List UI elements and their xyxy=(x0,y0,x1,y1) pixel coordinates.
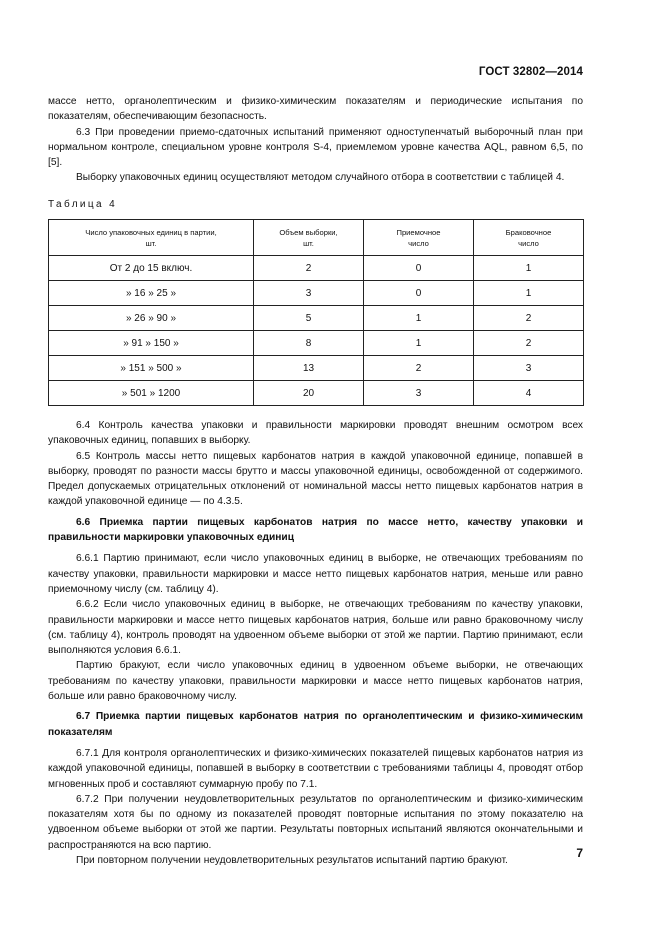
cell-sample-size: 13 xyxy=(254,356,364,381)
cell-sample-size: 20 xyxy=(254,381,364,406)
cell-rejection: 3 xyxy=(474,356,584,381)
cell-acceptance: 1 xyxy=(364,306,474,331)
paragraph-6-5: 6.5 Контроль массы нетто пищевых карбонатов натрия в каждой упаковочной единице, попавшей в выборку, проводят по разности массы брутто и массы упаковочной единицы, освобожденной от содержимого. Предел допускаемых отрицательных отклонений от номинальной массы нетто пищевых карбонатов натрия в каждой упаковочной единице — по 4.3.5. xyxy=(48,450,583,508)
table-row xyxy=(49,331,584,356)
cell-rejection: 2 xyxy=(474,331,584,356)
cell-lot-size: » 501 » 1200 xyxy=(49,381,254,406)
heading-6-6: 6.6 Приемка партии пищевых карбонатов натрия по массе нетто, качеству упаковки и правильности маркировки упаковочных единиц xyxy=(48,516,583,544)
paragraph-6-4: 6.4 Контроль качества упаковки и правильности маркировки проводят внешним осмотром всех упаковочных единиц, попавших в выборку. xyxy=(48,420,583,447)
cell-rejection: 1 xyxy=(474,256,584,281)
cell-sample-size: 2 xyxy=(254,256,364,281)
cell-lot-size: » 26 » 90 » xyxy=(49,306,254,331)
header-rejection-number: Браковочное число xyxy=(474,220,584,256)
paragraph-6-6-2: 6.6.2 Если число упаковочных единиц в выборке, не отвечающих требованиям по качеству упаковки, правильности маркировки и массе нетто пищевых карбонатов натрия, больше или равно браковочному числу (см. таблицу 4), контроль проводят на удвоенном объеме выборки от этой же партии. Партию принимают, если выполняются условия 6.6.1. xyxy=(48,599,583,657)
cell-acceptance: 0 xyxy=(364,256,474,281)
cell-sample-size: 8 xyxy=(254,331,364,356)
cell-sample-size: 5 xyxy=(254,306,364,331)
table-row xyxy=(49,306,584,331)
document-code: ГОСТ 32802—2014 xyxy=(478,66,583,78)
table-row xyxy=(49,281,584,306)
cell-lot-size: » 91 » 150 » xyxy=(49,331,254,356)
paragraph-6-7-1: 6.7.1 Для контроля органолептических и физико-химических показателей пищевых карбонатов натрия из каждой упаковочной единицы, попавшей в выборку в соответствии с требованиями таблицы 4, проводят отбор мгновенных проб и составляют суммарную пробу по 7.1. xyxy=(48,747,583,790)
cell-lot-size: От 2 до 15 включ. xyxy=(49,256,254,281)
body-section xyxy=(48,418,583,868)
cell-lot-size: » 151 » 500 » xyxy=(49,356,254,381)
table-row xyxy=(49,356,584,381)
cell-sample-size: 3 xyxy=(254,281,364,306)
paragraph-continuation: массе нетто, органолептическим и физико-химическим показателям и периодические испытания по показателям, обеспечивающим безопасность. xyxy=(48,96,583,123)
cell-rejection: 4 xyxy=(474,381,584,406)
paragraph-6-7-2: 6.7.2 При получении неудовлетворительных результатов по органолептическим и физико-химическим показателям хотя бы по одному из показателей проводят повторные испытания по этому показателю на удвоенном объеме выборки от этой же партии. Результаты повторных испытаний являются окончательными и распространяются на всю партию. xyxy=(48,793,583,851)
table-header-row xyxy=(49,220,584,256)
header-lot-size: Число упаковочных единиц в партии, шт. xyxy=(49,220,254,256)
paragraph-6-6-1: 6.6.1 Партию принимают, если число упаковочных единиц в выборке, не отвечающих требованиям по качеству упаковки, правильности маркировки и массе нетто пищевых карбонатов натрия, меньше или равно приемочному числу (см. таблицу 4). xyxy=(48,553,583,595)
paragraph-6-3: 6.3 При проведении приемо-сдаточных испытаний применяют одноступенчатый выборочный план при нормальном контроле, специальном уровне контроля S-4, приемлемом уровне качества AQL, равном 6,5, по [5]. xyxy=(48,126,583,169)
cell-lot-size: » 16 » 25 » xyxy=(49,281,254,306)
table-row xyxy=(49,381,584,406)
paragraph-final: При повторном получении неудовлетворительных результатов испытаний партию бракуют. xyxy=(76,855,508,867)
cell-rejection: 1 xyxy=(474,281,584,306)
page-number: 7 xyxy=(576,846,583,860)
paragraph-sampling: Выборку упаковочных единиц осуществляют методом случайного отбора в соответствии с таблицей 4. xyxy=(76,172,565,184)
header-sample-size: Объем выборки, шт. xyxy=(254,220,364,256)
cell-acceptance: 3 xyxy=(364,381,474,406)
sampling-table xyxy=(48,219,584,406)
cell-acceptance: 0 xyxy=(364,281,474,306)
cell-acceptance: 1 xyxy=(364,331,474,356)
heading-6-7: 6.7 Приемка партии пищевых карбонатов натрия по органолептическим и физико-химическим показателям xyxy=(48,711,583,738)
cell-acceptance: 2 xyxy=(364,356,474,381)
header-acceptance-number: Приемочное число xyxy=(364,220,474,256)
table-caption: Таблица 4 xyxy=(48,199,118,210)
table-row xyxy=(49,256,584,281)
cell-rejection: 2 xyxy=(474,306,584,331)
intro-section xyxy=(48,94,583,186)
paragraph-reject: Партию бракуют, если число упаковочных единиц в удвоенном объеме выборки, не отвечающих требованиям по качеству упаковки, правильности маркировки и массе нетто пищевых карбонатов натрия, больше или равно браковочному числу. xyxy=(48,660,583,703)
